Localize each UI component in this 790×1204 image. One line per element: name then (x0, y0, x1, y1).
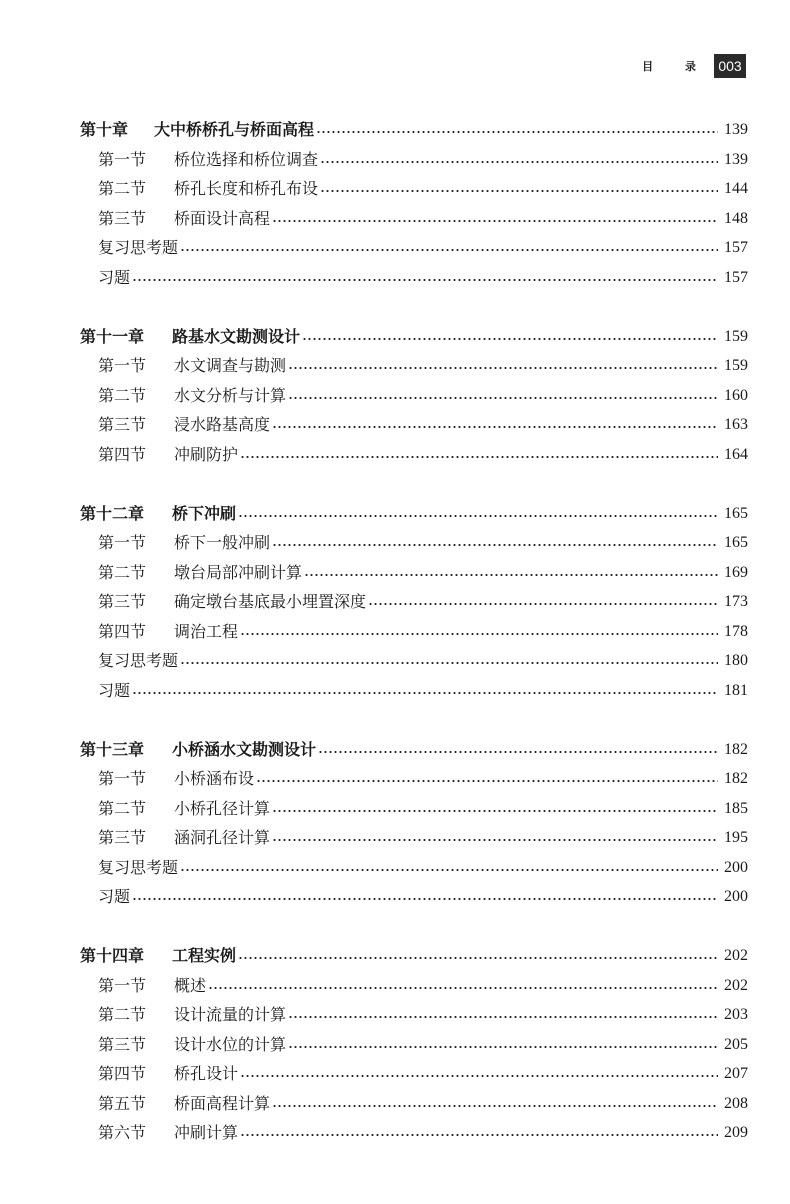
running-header (642, 54, 746, 78)
section-title: 复习思考题 (98, 238, 179, 257)
section-title: 概述 (174, 975, 207, 995)
section-title: 涵洞孔径计算 (174, 828, 271, 847)
chapter-title: 桥下冲刷 (172, 503, 237, 523)
toc-section-row[interactable] (98, 1090, 748, 1114)
toc-section-row[interactable] (98, 234, 748, 258)
dot-leader (272, 543, 718, 547)
toc-section-row[interactable] (98, 441, 748, 465)
section-label: 第三节 (98, 208, 147, 228)
toc-section-row[interactable] (98, 559, 748, 583)
dot-leader (208, 986, 718, 990)
section-title: 浸水路基高度 (174, 415, 271, 434)
section-label: 第六节 (98, 1123, 147, 1142)
page-number: 144 (724, 180, 748, 197)
toc-chapter-row[interactable] (80, 736, 748, 760)
dot-leader (180, 248, 718, 252)
page-number: 208 (724, 1094, 748, 1112)
section-title: 习题 (98, 680, 131, 700)
section-label: 第三节 (98, 828, 147, 847)
section-label: 第五节 (98, 1093, 147, 1113)
dot-leader (288, 1045, 718, 1049)
page-number: 160 (724, 386, 748, 404)
section-title: 冲刷计算 (174, 1123, 239, 1142)
page-number: 200 (724, 858, 748, 876)
section-label: 第一节 (98, 975, 147, 995)
section-title: 桥孔设计 (174, 1064, 239, 1083)
toc-section-row[interactable] (98, 1001, 748, 1025)
dot-leader (304, 573, 718, 577)
toc-section-row[interactable] (98, 1119, 748, 1143)
section-title: 设计流量的计算 (174, 1005, 287, 1024)
page-number: 178 (724, 622, 748, 640)
toc-section-row[interactable] (98, 352, 748, 376)
chapter-title: 路基水文勘测设计 (172, 326, 301, 346)
section-label: 第四节 (98, 1064, 147, 1083)
dot-leader (272, 1104, 718, 1108)
toc-section-row[interactable] (98, 854, 748, 878)
page-number: 165 (724, 534, 748, 551)
page-number: 207 (724, 1065, 748, 1082)
page-number: 195 (724, 829, 748, 846)
page-number: 185 (724, 799, 748, 817)
section-title: 墩台局部冲刷计算 (174, 562, 303, 582)
dot-leader (272, 809, 718, 813)
section-label: 第二节 (98, 179, 147, 198)
dot-leader (316, 130, 718, 134)
dot-leader (238, 514, 718, 518)
page-number: 159 (724, 327, 748, 345)
section-title: 桥面设计高程 (174, 208, 271, 228)
chapter-label: 第十二章 (80, 503, 145, 523)
page-number: 209 (724, 1124, 748, 1141)
dot-leader (240, 1074, 718, 1078)
page-number: 205 (724, 1035, 748, 1053)
toc-section-row[interactable] (98, 647, 748, 671)
section-title: 冲刷防护 (174, 444, 239, 464)
section-label: 第三节 (98, 415, 147, 434)
dot-leader (320, 189, 718, 193)
chapter-label: 第十四章 (80, 946, 145, 965)
dot-leader (320, 160, 718, 164)
section-title: 桥孔长度和桥孔布设 (174, 179, 319, 198)
page-number: 182 (724, 740, 748, 758)
page-number: 203 (724, 1006, 748, 1023)
dot-leader (240, 455, 718, 459)
page-number: 182 (724, 770, 748, 787)
toc-section-row[interactable] (98, 264, 748, 288)
section-title: 桥下一般冲刷 (174, 533, 271, 552)
chapter-label: 第十章 (80, 120, 129, 139)
toc-section-row[interactable] (98, 1031, 748, 1055)
toc-chapter-row[interactable] (80, 116, 748, 140)
dot-leader (288, 1015, 718, 1019)
section-title: 桥面高程计算 (174, 1093, 271, 1113)
section-title: 调治工程 (174, 621, 239, 641)
section-label: 第三节 (98, 1034, 147, 1054)
page-number: 200 (724, 888, 748, 905)
toc-chapter-row[interactable] (80, 323, 748, 347)
section-label: 第四节 (98, 621, 147, 641)
page-number: 159 (724, 357, 748, 374)
dot-leader (288, 396, 718, 400)
dot-leader (132, 897, 718, 901)
section-title: 水文调查与勘测 (174, 356, 287, 375)
page-number: 181 (724, 681, 748, 699)
section-title: 设计水位的计算 (174, 1034, 287, 1054)
dot-leader (240, 1133, 718, 1137)
toc-section-row[interactable] (98, 382, 748, 406)
toc-section-row[interactable] (98, 765, 748, 789)
section-title: 复习思考题 (98, 651, 179, 670)
section-label: 第一节 (98, 769, 147, 788)
toc-chapter-row[interactable] (80, 942, 748, 966)
dot-leader (180, 868, 718, 872)
dot-leader (272, 425, 718, 429)
section-title: 小桥孔径计算 (174, 798, 271, 818)
page-number: 139 (724, 121, 748, 138)
dot-leader (272, 219, 718, 223)
page-number: 180 (724, 652, 748, 669)
page-number: 165 (724, 504, 748, 522)
page-number: 139 (724, 150, 748, 168)
dot-leader (256, 779, 718, 783)
page-number: 163 (724, 416, 748, 433)
page-number: 169 (724, 563, 748, 581)
section-label: 第一节 (98, 356, 147, 375)
dot-leader (180, 661, 718, 665)
dot-leader (368, 602, 718, 606)
section-label: 第一节 (98, 533, 147, 552)
section-label: 第一节 (98, 149, 147, 169)
page-number: 202 (724, 976, 748, 994)
toc-section-row[interactable] (98, 795, 748, 819)
section-title: 习题 (98, 267, 131, 287)
section-label: 第二节 (98, 798, 147, 818)
page-number: 164 (724, 445, 748, 463)
dot-leader (238, 956, 718, 960)
toc-section-row[interactable] (98, 529, 748, 553)
toc-chapter-row[interactable] (80, 500, 748, 524)
dot-leader (132, 691, 718, 695)
toc-section-row[interactable] (98, 972, 748, 996)
toc-section-row[interactable] (98, 883, 748, 907)
chapter-title: 工程实例 (172, 946, 237, 965)
page-number: 157 (724, 239, 748, 256)
dot-leader (272, 838, 718, 842)
section-title: 确定墩台基底最小埋置深度 (174, 592, 367, 611)
toc-section-row[interactable] (98, 205, 748, 229)
section-title: 桥位选择和桥位调查 (174, 149, 319, 169)
dot-leader (240, 632, 718, 636)
toc-section-row[interactable] (98, 146, 748, 170)
page-number: 173 (724, 593, 748, 610)
header-label: 目 录 (642, 60, 710, 73)
chapter-label: 第十一章 (80, 326, 145, 346)
section-title: 水文分析与计算 (174, 385, 287, 405)
dot-leader (318, 750, 718, 754)
section-title: 复习思考题 (98, 857, 179, 877)
dot-leader (132, 278, 718, 282)
page-number: 157 (724, 268, 748, 286)
page-number-badge: 003 (714, 54, 746, 78)
toc-section-row[interactable] (98, 175, 748, 199)
chapter-label: 第十三章 (80, 739, 145, 759)
section-label: 第二节 (98, 562, 147, 582)
toc-section-row[interactable] (98, 677, 748, 701)
toc-section-row[interactable] (98, 824, 748, 848)
toc-section-row[interactable] (98, 411, 748, 435)
toc-section-row[interactable] (98, 1060, 748, 1084)
toc-section-row[interactable] (98, 618, 748, 642)
dot-leader (288, 366, 718, 370)
section-label: 第二节 (98, 1005, 147, 1024)
section-label: 第三节 (98, 592, 147, 611)
section-label: 第四节 (98, 444, 147, 464)
page-number: 202 (724, 947, 748, 964)
dot-leader (302, 337, 718, 341)
toc-section-row[interactable] (98, 588, 748, 612)
section-title: 习题 (98, 887, 131, 906)
page-number: 148 (724, 209, 748, 227)
chapter-title: 大中桥桥孔与桥面高程 (154, 120, 315, 139)
section-title: 小桥涵布设 (174, 769, 255, 788)
chapter-title: 小桥涵水文勘测设计 (172, 739, 317, 759)
section-label: 第二节 (98, 385, 147, 405)
